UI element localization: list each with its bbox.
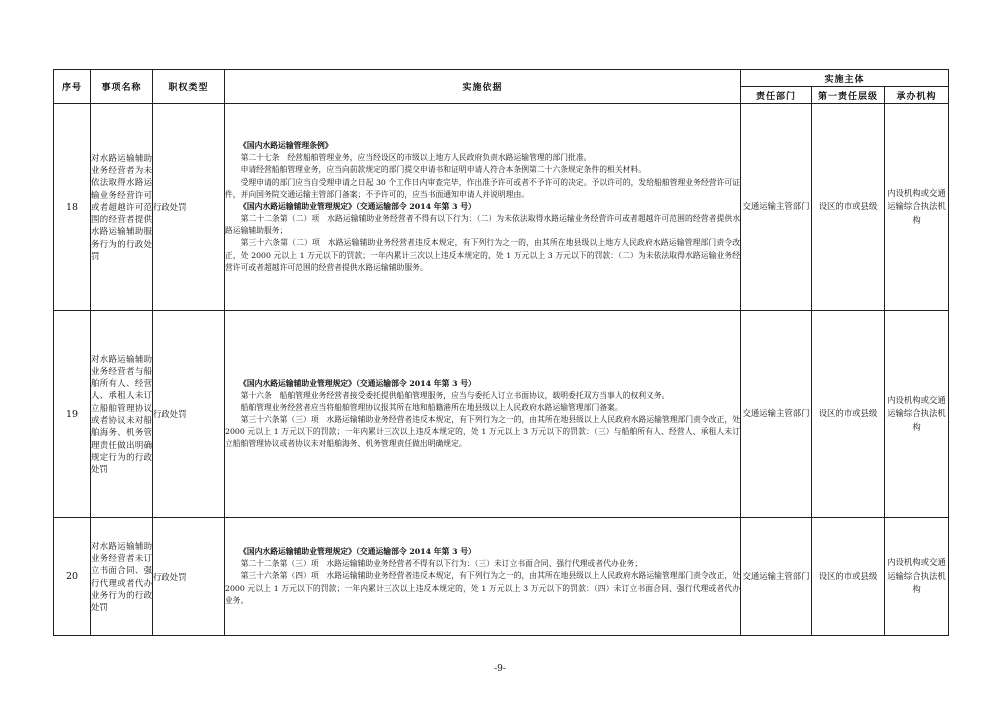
row-basis [225,518,741,636]
row-seq: 19 [54,311,91,518]
row-power-type: 行政处罚 [153,104,225,311]
row-agency: 内设机构或交通运输综合执法机构 [885,311,949,518]
table-row [54,104,949,311]
basis-paragraph: 船舶管理业务经营者应当将船舶管理协议报其所在地和船籍港所在地县级以上人民政府水路运输管理部门备案。 [240,402,623,412]
header-agency: 承办机构 [885,87,949,104]
header-level: 第一责任层级 [812,87,885,104]
row-seq: 18 [54,104,91,311]
table-row [54,311,949,518]
law-title: 《国内水路运输辅助业管理规定》（交通运输部令 2014 年第 3 号） [239,378,476,388]
row-basis [225,311,741,518]
header-seq: 序号 [54,70,91,104]
law-title: 《国内水路运输辅助业管理规定》（交通运输部令 2014 年第 3 号） [239,547,476,557]
row-basis [225,104,741,311]
table-row [54,518,949,636]
row-seq: 20 [54,518,91,636]
header-dept: 责任部门 [741,87,812,104]
row-level: 设区的市或县级 [812,518,885,636]
row-power-type: 行政处罚 [153,311,225,518]
basis-paragraph: 第三十六条第（二）项 水路运输辅助业务经营者违反本规定，有下列行为之一的，由其所在地县级以上地方人民政府水路运输管理部门责令改正，处 2000 元以上 1 万元以下的罚款；一年内累计三次以上违反本规定的，处 1 万元以上 3 万元以下的罚款：（二）为未依法取得水路运输业务经营许可或者超越许可范围的经营者提供水路运输辅助服务。 [225,238,740,272]
row-level: 设区的市或县级 [812,104,885,311]
row-agency: 内设机构或交通运输综合执法机构 [885,518,949,636]
law-title: 《国内水路运输管理条例》 [239,141,333,151]
row-power-type: 行政处罚 [153,518,225,636]
basis-paragraph: 第二十七条 经营船舶管理业务，应当经设区的市级以上地方人民政府负责水路运输管理的部门批准。 [240,153,592,163]
header-subject: 实施主体 [741,70,949,87]
row-level: 设区的市或县级 [812,311,885,518]
page-number: -9- [494,664,506,674]
law-title: 《国内水路运输辅助业管理规定》（交通运输部令 2014 年第 3 号） [239,201,476,211]
header-item-name: 事项名称 [91,70,153,104]
administrative-penalty-table [53,69,949,636]
row-item-name: 对水路运输辅助业务经营者与船舶所有人、经营人、承租人未订立船舶管理协议或者协议未对船舶海务、机务管理责任做出明确规定行为的行政处罚 [91,311,153,518]
basis-paragraph: 第三十六条第（三）项 水路运输辅助业务经营者违反本规定，有下列行为之一的，由其所在地县级以上人民政府水路运输管理部门责令改正，处 2000 元以上 1 万元以下的罚款；一年内累计三次以上违反本规定的，处 1 万元以上 3 万元以下的罚款：（三）与船舶所有人、经营人、承租人未订立船舶管理协议或者协议未对船舶海务、机务管理责任做出明确规定。 [225,415,740,449]
row-dept: 交通运输主管部门 [741,104,812,311]
row-item-name: 对水路运输辅助业务经营者未订立书面合同、强行代理或者代办业务行为的行政处罚 [91,518,153,636]
basis-paragraph: 第三十六条第（四）项 水路运输辅助业务经营者违反本规定，有下列行为之一的，由其所在地县级以上人民政府水路运输管理部门责令改正，处 2000 元以上 1 万元以下的罚款；一年内累计三次以上违反本规定的，处 1 万元以上 3 万元以下的罚款：（四）未订立书面合同、强行代理或者代办业务。 [225,571,740,605]
row-dept: 交通运输主管部门 [741,311,812,518]
basis-paragraph: 受理申请的部门应当自受理申请之日起 30 个工作日内审查完毕，作出准予许可或者不予许可的决定。予以许可的，发给船舶管理业务经营许可证件，并向国务院交通运输主管部门备案；不予许可的，应当书面通知申请人并说明理由。 [225,177,740,199]
basis-paragraph: 申请经营船舶管理业务，应当向前款规定的部门提交申请书和证明申请人符合本条例第二十六条规定条件的相关材料。 [240,165,647,175]
basis-paragraph: 第十六条 船舶管理业务经营者接受委托提供船舶管理服务，应当与委托人订立书面协议，载明委托双方当事人的权利义务。 [240,390,670,400]
header-basis: 实施依据 [225,70,741,104]
basis-paragraph: 第二十二条第（三）项 水路运输辅助业务经营者不得有以下行为：（三）未订立书面合同、强行代理或者代办业务； [240,559,643,569]
basis-paragraph: 第二十二条第（二）项 水路运输辅助业务经营者不得有以下行为：（二）为未依法取得水路运输业务经营许可或者超越许可范围的经营者提供水路运输辅助服务； [225,214,740,236]
row-dept: 交通运输主管部门 [741,518,812,636]
header-power-type: 职权类型 [153,70,225,104]
row-item-name: 对水路运输辅助业务经营者为未依法取得水路运输业务经营许可或者超越许可范围的经营者提供水路运输辅助服务行为的行政处罚 [91,104,153,311]
row-agency: 内设机构或交通运输综合执法机构 [885,104,949,311]
